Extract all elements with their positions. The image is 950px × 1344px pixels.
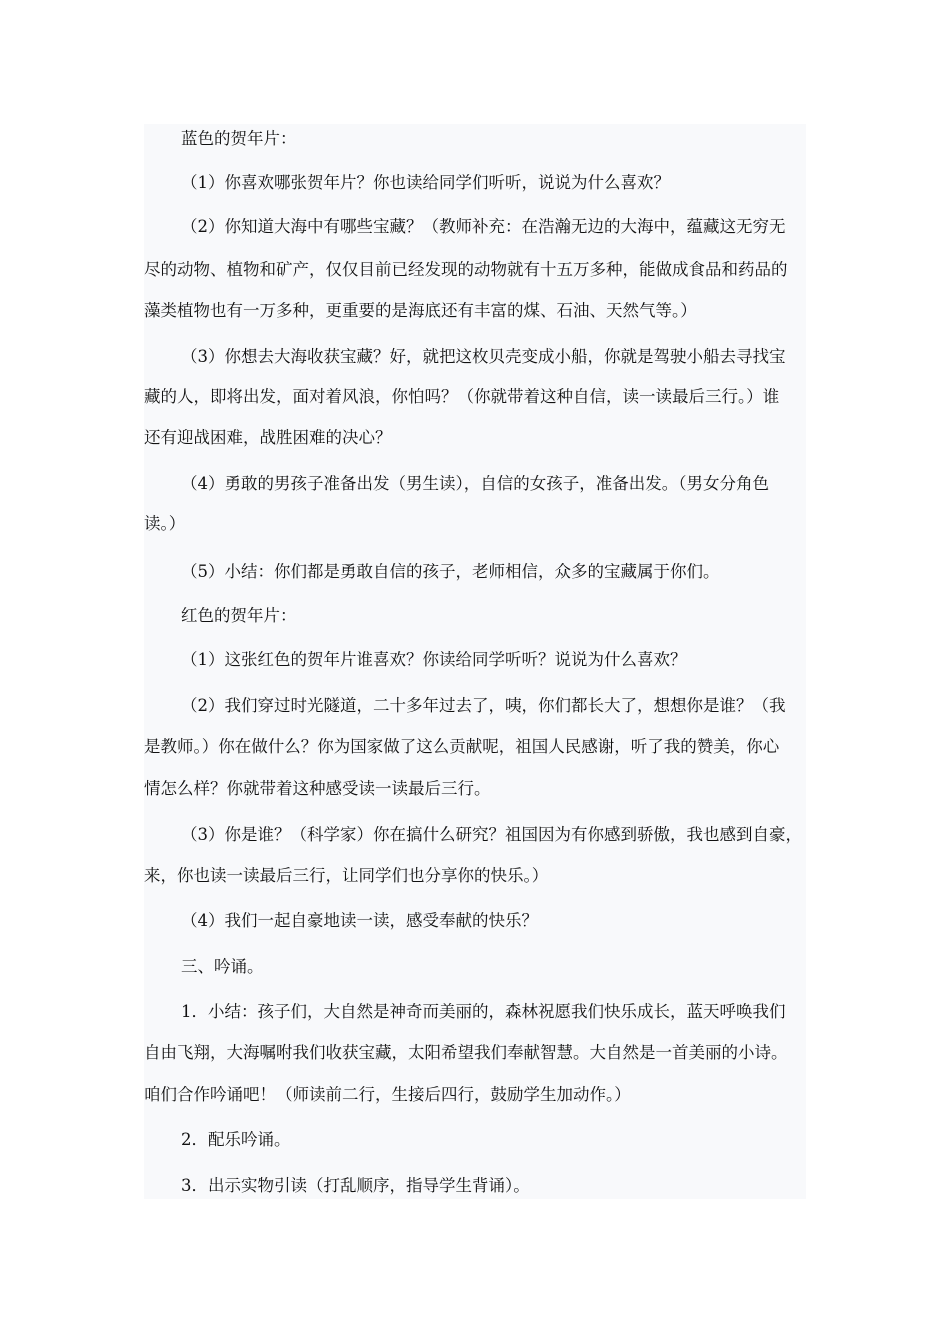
paragraph-line: 情怎么样？你就带着这种感受读一读最后三行。 — [144, 779, 491, 798]
paragraph-line: 自由飞翔，大海嘱咐我们收获宝藏，太阳希望我们奉献智慧。大自然是一首美丽的小诗。 — [144, 1043, 788, 1062]
paragraph-line: 3．出示实物引读（打乱顺序，指导学生背诵）。 — [181, 1176, 530, 1195]
paragraph-line: （3）你想去大海收获宝藏？好，就把这枚贝壳变成小船，你就是驾驶小船去寻找宝 — [181, 347, 786, 366]
paragraph-line: （3）你是谁？（科学家）你在搞什么研究？祖国因为有你感到骄傲，我也感到自豪， — [181, 825, 802, 844]
paragraph-line: （1）这张红色的贺年片谁喜欢？你读给同学听听？说说为什么喜欢？ — [181, 650, 687, 669]
text-block — [144, 124, 806, 1199]
paragraph-line: （5）小结：你们都是勇敢自信的孩子，老师相信，众多的宝藏属于你们。 — [181, 562, 720, 581]
paragraph-line: （4）我们一起自豪地读一读，感受奉献的快乐？ — [181, 911, 538, 930]
paragraph-line: （1）你喜欢哪张贺年片？你也读给同学们听听，说说为什么喜欢？ — [181, 173, 670, 192]
paragraph-line: 藏的人，即将出发，面对着风浪，你怕吗？（你就带着这种自信，读一读最后三行。）谁 — [144, 387, 780, 406]
paragraph-line: 还有迎战困难，战胜困难的决心？ — [144, 428, 392, 447]
paragraph-line: 尽的动物、植物和矿产，仅仅目前已经发现的动物就有十五万多种，能做成食品和药品的 — [144, 260, 788, 279]
paragraph-line: 藻类植物也有一万多种，更重要的是海底还有丰富的煤、石油、天然气等。） — [144, 301, 697, 320]
paragraph-line: 1．小结：孩子们，大自然是神奇而美丽的，森林祝愿我们快乐成长，蓝天呼唤我们 — [181, 1002, 786, 1021]
heading-red-card: 红色的贺年片： — [181, 606, 297, 625]
heading-blue-card: 蓝色的贺年片： — [181, 129, 297, 148]
paragraph-line: 咱们合作吟诵吧！（师读前二行，生接后四行，鼓励学生加动作。） — [144, 1085, 631, 1104]
paragraph-line: 是教师。）你在做什么？你为国家做了这么贡献呢，祖国人民感谢，听了我的赞美，你心 — [144, 737, 780, 756]
paragraph-line: 来，你也读一读最后三行，让同学们也分享你的快乐。） — [144, 866, 549, 885]
paragraph-line: （2）我们穿过时光隧道，二十多年过去了，咦，你们都长大了，想想你是谁？（我 — [181, 696, 786, 715]
paragraph-line: 2．配乐吟诵。 — [181, 1130, 291, 1149]
section-heading-recitation: 三、吟诵。 — [181, 957, 264, 976]
paragraph-line: （2）你知道大海中有哪些宝藏？（教师补充：在浩瀚无边的大海中，蕴藏这无穷无 — [181, 217, 786, 236]
paragraph-line: （4）勇敢的男孩子准备出发（男生读），自信的女孩子，准备出发。（男女分角色 — [181, 474, 769, 493]
paragraph-line: 读。） — [144, 514, 186, 533]
